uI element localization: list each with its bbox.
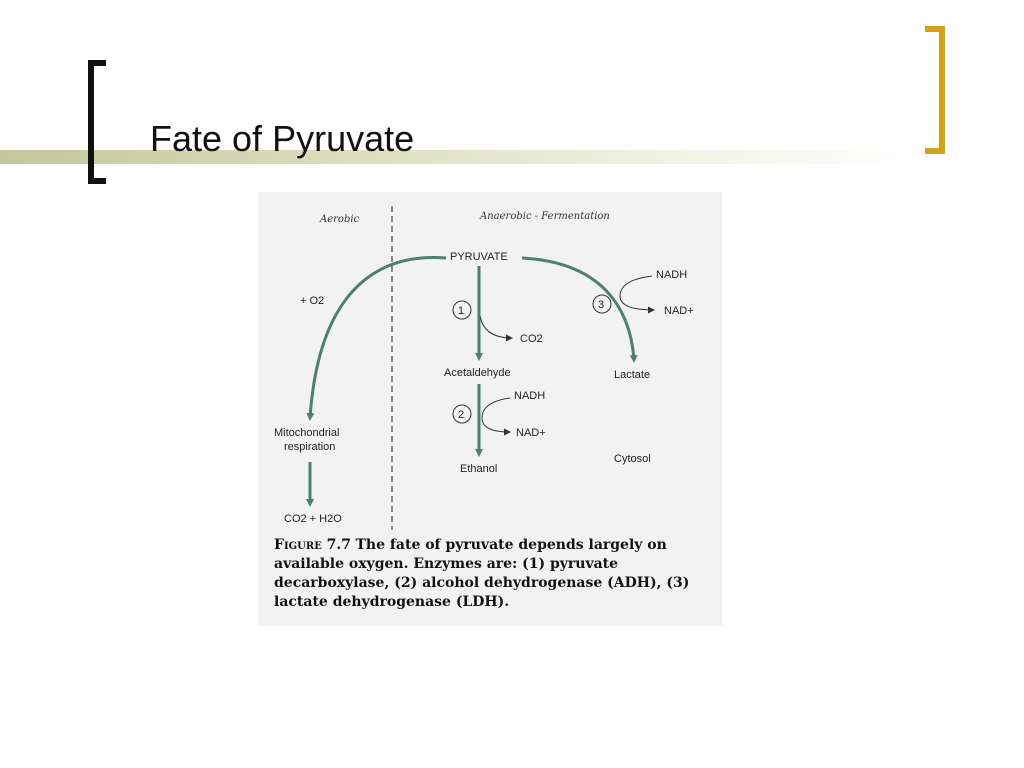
enzyme-2-number: 2 xyxy=(458,409,465,421)
mito-label-line1: Mitochondrial xyxy=(274,427,340,439)
co2-label: CO2 xyxy=(520,333,543,345)
caption-text: The fate of pyruvate depends largely on available oxygen. Enzymes are: (1) pyruvate decarboxylase, (2) alcohol dehydrogenase (ADH), (3) lactate dehydrogenase (LDH). xyxy=(274,537,690,610)
slide-title: Fate of Pyruvate xyxy=(150,118,415,159)
left-bracket-decoration xyxy=(88,60,106,184)
nadh-label-2: NADH xyxy=(514,390,546,402)
nad-label-2: NAD+ xyxy=(516,427,546,439)
enzyme-1-number: 1 xyxy=(458,305,465,317)
anaerobic-header: Anaerobic - Fermentation xyxy=(480,211,610,222)
cytosol-label: Cytosol xyxy=(614,453,651,465)
nadh-cycle-2-arrow xyxy=(482,398,510,432)
right-bracket-decoration xyxy=(925,26,945,154)
products-label: CO2 + H2O xyxy=(284,513,342,525)
acetaldehyde-label: Acetaldehyde xyxy=(444,367,511,379)
caption-figure-number: Figure 7.7 xyxy=(274,537,352,553)
nadh-cycle-3-arrow xyxy=(620,276,654,310)
pyruvate-figure xyxy=(258,192,722,626)
aerobic-arrow xyxy=(310,258,446,418)
nad-label-3: NAD+ xyxy=(664,305,694,317)
oxygen-label: + O2 xyxy=(300,295,325,307)
figure-caption xyxy=(274,536,714,612)
pyruvate-label: PYRUVATE xyxy=(450,251,508,263)
lactate-label: Lactate xyxy=(614,369,651,381)
enzyme-3-number: 3 xyxy=(598,299,605,311)
mito-label-line2: respiration xyxy=(284,441,336,453)
nadh-label-3: NADH xyxy=(656,269,688,281)
ethanol-label: Ethanol xyxy=(460,463,498,475)
co2-release-arrow xyxy=(480,316,512,338)
aerobic-header: Aerobic xyxy=(320,214,360,225)
